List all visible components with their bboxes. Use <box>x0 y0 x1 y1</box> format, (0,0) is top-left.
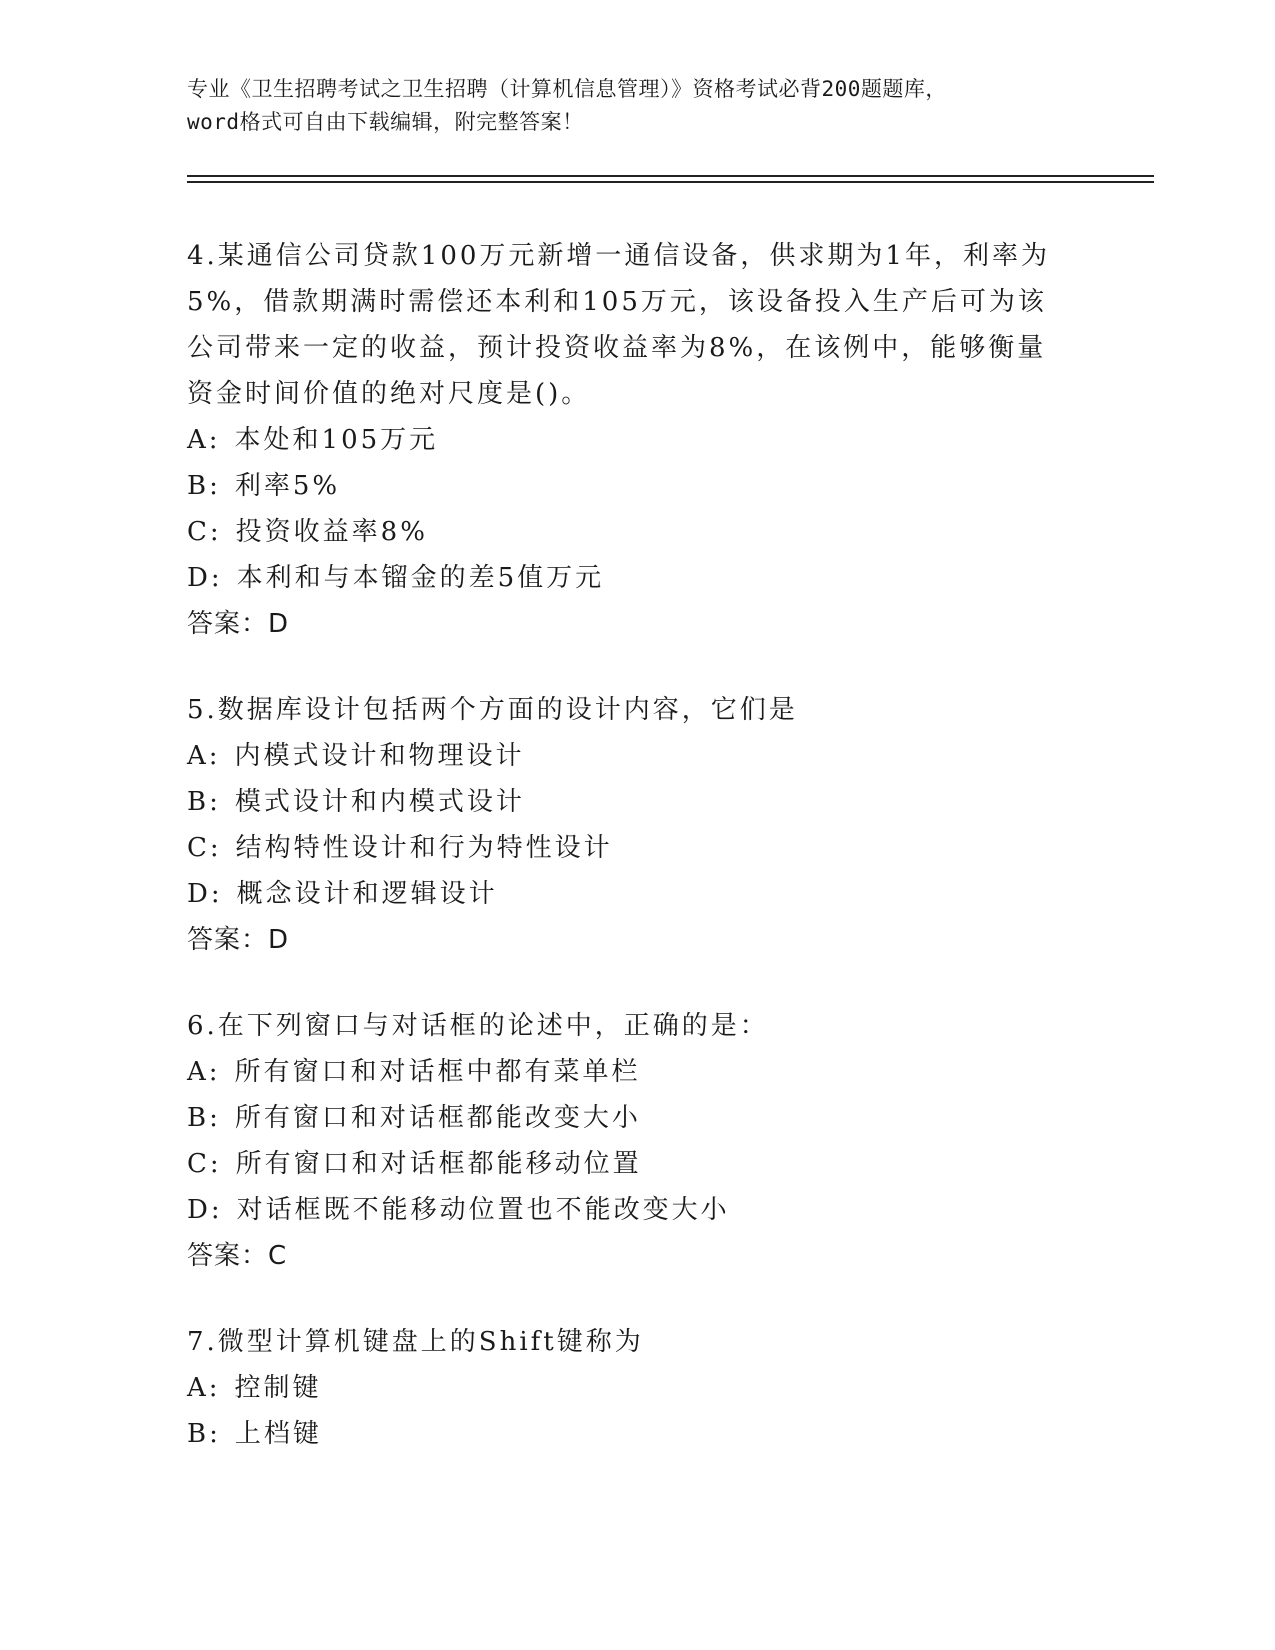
option-c <box>187 825 1067 871</box>
option-text: 所有窗口和对话框都能改变大小 <box>234 1103 641 1133</box>
question-list <box>187 233 1067 1497</box>
option-label: B: <box>187 1419 221 1449</box>
option-d <box>187 555 1067 601</box>
option-label: B: <box>187 787 221 817</box>
option-text: 对话框既不能移动位置也不能改变大小 <box>236 1195 730 1225</box>
answer-line: 答案：C <box>187 1241 288 1271</box>
option-label: C: <box>187 517 222 547</box>
option-label: C: <box>187 833 222 863</box>
option-c <box>187 1141 1067 1187</box>
question-stem: 4.某通信公司贷款100万元新增一通信设备，供求期为1年，利率为5%，借款期满时需偿还本利和105万元，该设备投入生产后可为该公司带来一定的收益，预计投资收益率为8%，在该例中，能够衡量资金时间价值的绝对尺度是()。 <box>187 241 1050 409</box>
option-text: 本利和与本镏金的差5值万元 <box>236 563 605 593</box>
question-6 <box>187 1003 1067 1279</box>
header-title-line-2: word格式可自由下载编辑，附完整答案！ <box>187 110 584 134</box>
option-text: 概念设计和逻辑设计 <box>236 879 498 909</box>
option-b <box>187 779 1067 825</box>
option-label: A: <box>187 425 221 455</box>
option-text: 所有窗口和对话框中都有菜单栏 <box>234 1057 641 1087</box>
option-text: 本处和105万元 <box>234 425 439 455</box>
question-stem: 6.在下列窗口与对话框的论述中，正确的是： <box>187 1011 769 1041</box>
option-label: B: <box>187 471 221 501</box>
option-a <box>187 417 1067 463</box>
option-label: A: <box>187 1373 221 1403</box>
question-stem: 7.微型计算机键盘上的Shift键称为 <box>187 1327 644 1357</box>
option-b <box>187 1411 1067 1457</box>
answer-line: 答案：D <box>187 609 290 639</box>
document-header <box>187 73 1087 139</box>
option-d <box>187 871 1067 917</box>
question-7 <box>187 1319 1067 1457</box>
option-text: 模式设计和内模式设计 <box>234 787 525 817</box>
option-text: 所有窗口和对话框都能移动位置 <box>235 1149 642 1179</box>
header-title-line-1: 专业《卫生招聘考试之卫生招聘（计算机信息管理）》资格考试必背200题题库， <box>187 77 947 101</box>
option-label: A: <box>187 741 221 771</box>
option-a <box>187 1365 1067 1411</box>
option-text: 利率5% <box>234 471 341 501</box>
option-text: 投资收益率8% <box>235 517 428 547</box>
option-b <box>187 463 1067 509</box>
option-text: 控制键 <box>234 1373 322 1403</box>
header-divider-bottom <box>187 181 1154 183</box>
question-5 <box>187 687 1067 963</box>
option-a <box>187 733 1067 779</box>
answer-line: 答案：D <box>187 925 290 955</box>
option-label: C: <box>187 1149 222 1179</box>
option-c <box>187 509 1067 555</box>
option-label: D: <box>187 1195 223 1225</box>
option-d <box>187 1187 1067 1233</box>
option-label: D: <box>187 563 223 593</box>
option-text: 上档键 <box>234 1419 322 1449</box>
question-stem: 5.数据库设计包括两个方面的设计内容，它们是 <box>187 695 798 725</box>
option-label: D: <box>187 879 223 909</box>
header-divider-top <box>187 175 1154 177</box>
option-b <box>187 1095 1067 1141</box>
option-a <box>187 1049 1067 1095</box>
option-label: B: <box>187 1103 221 1133</box>
option-text: 内模式设计和物理设计 <box>234 741 525 771</box>
option-label: A: <box>187 1057 221 1087</box>
option-text: 结构特性设计和行为特性设计 <box>235 833 613 863</box>
question-4 <box>187 233 1067 647</box>
